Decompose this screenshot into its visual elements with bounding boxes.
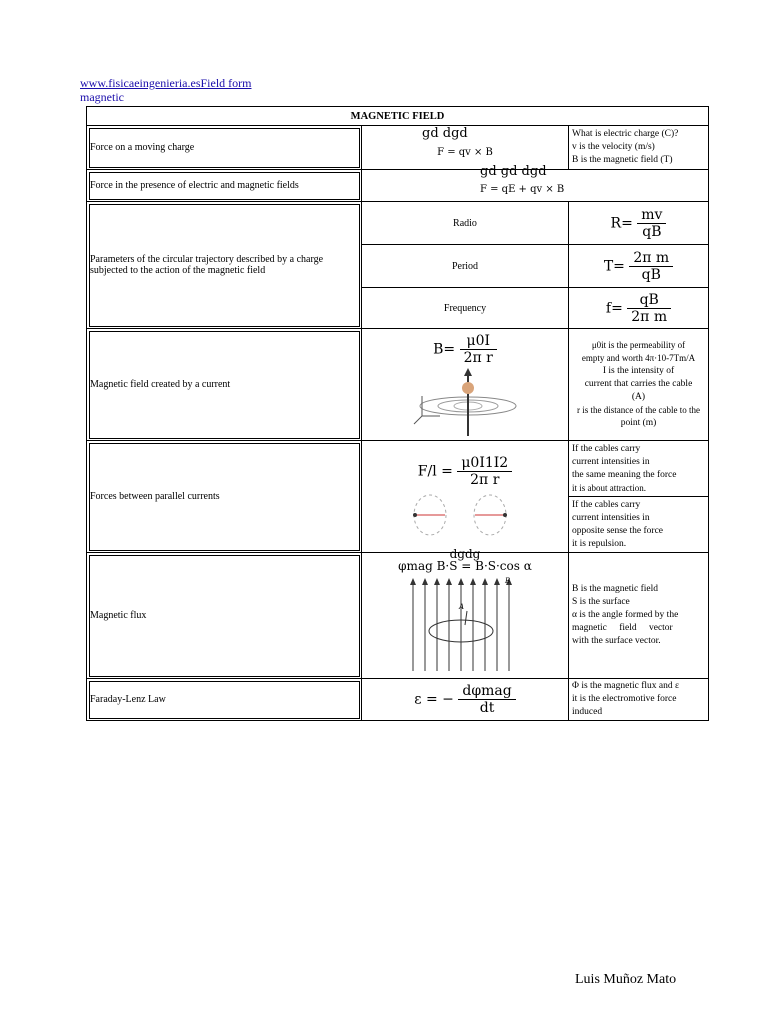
- numerator: 2π m: [629, 250, 673, 267]
- row-label-circular: Parameters of the circular trajectory described by a charge subjected to the action of the magnetic field: [87, 202, 362, 329]
- note-line: If the cables carry: [572, 443, 641, 454]
- note-line: S is the surface: [572, 597, 630, 607]
- formula-text: F = qE + qv × B: [480, 184, 565, 195]
- formula-moving-charge: [362, 126, 569, 170]
- note-line: (A): [631, 392, 646, 402]
- formula-period: [569, 245, 709, 288]
- note-line: v is the velocity (m/s): [572, 142, 655, 152]
- note-moving-charge: [569, 126, 709, 170]
- note-line: r is the distance of the cable to the: [577, 405, 700, 415]
- note-line: with the surface vector.: [572, 636, 661, 646]
- numerator: μ0I1I2: [457, 455, 512, 472]
- formula-current-field: [362, 329, 569, 441]
- note-line: magnetic field vector: [572, 623, 673, 633]
- wire-field-figure: [410, 366, 520, 436]
- formula-lhs: f=: [605, 300, 623, 316]
- note-current-field: [569, 329, 709, 441]
- note-line: it is about attraction.: [572, 482, 646, 493]
- denominator: 2π m: [631, 308, 668, 325]
- overarrow-glyphs: gd gd dgd: [480, 164, 547, 179]
- magnetic-field-table: [86, 106, 709, 721]
- note-line: it is repulsion.: [572, 538, 627, 549]
- note-line: μ0it is the permeability of: [591, 340, 686, 350]
- note-line: I is the intensity of: [602, 366, 675, 376]
- note-line: induced: [572, 707, 603, 717]
- row-label-electric-magnetic: Force in the presence of electric and magnetic fields: [87, 170, 362, 202]
- formula-text: φmag B·S = B·S·cos α: [398, 559, 532, 573]
- numerator: qB: [627, 292, 671, 309]
- param-name-frequency: Frequency: [362, 288, 569, 329]
- website-link[interactable]: www.fisicaeingenieria.esField form: [80, 76, 252, 90]
- note-line: current intensities in: [572, 456, 650, 467]
- formula-flux: [362, 547, 569, 679]
- note-line: If the cables carry: [572, 499, 641, 510]
- numerator: dφmag: [458, 683, 515, 700]
- row-label-current-field: Magnetic field created by a current: [87, 329, 362, 441]
- formula-lhs: B=: [433, 341, 456, 358]
- formula-electric-magnetic: [362, 164, 709, 202]
- formula-parallel: [362, 441, 569, 553]
- note-line: α is the angle formed by the: [572, 610, 679, 620]
- note-line: point (m): [620, 418, 657, 428]
- note-faraday: [569, 679, 709, 721]
- formula-lhs: ε = −: [414, 691, 454, 708]
- author-signature: Luis Muñoz Mato: [575, 972, 677, 987]
- figure-label-b: B: [505, 577, 511, 585]
- denominator: qB: [642, 223, 662, 240]
- note-line: empty and worth 4π·10-7Tm/A: [581, 353, 696, 363]
- formula-lhs: R=: [610, 215, 633, 231]
- note-parallel-same: [569, 441, 709, 497]
- numerator: mv: [637, 207, 666, 224]
- header-subtitle: magnetic: [80, 90, 124, 104]
- note-line: it is the electromotive force: [572, 694, 677, 704]
- note-line: the same meaning the force: [572, 469, 677, 480]
- note-line: current intensities in: [572, 512, 650, 523]
- note-line: B is the magnetic field: [572, 584, 659, 594]
- formula-lhs: T=: [603, 258, 625, 274]
- overarrow-glyphs: dgdg: [449, 547, 481, 561]
- denominator: 2π r: [470, 472, 500, 488]
- row-label-flux: Magnetic flux: [87, 553, 362, 679]
- formula-text: F = qv × B: [437, 147, 493, 158]
- param-name-period: Period: [362, 245, 569, 288]
- note-line: Φ is the magnetic flux and ε: [572, 681, 679, 691]
- row-label-moving-charge: Force on a moving charge: [87, 126, 362, 170]
- table-title: MAGNETIC FIELD: [87, 107, 709, 126]
- denominator: dt: [479, 700, 495, 716]
- note-flux: [569, 553, 709, 679]
- note-parallel-opposite: [569, 497, 709, 553]
- note-line: current that carries the cable: [584, 379, 693, 389]
- note-line: What is electric charge (C)?: [572, 129, 679, 139]
- formula-faraday: [362, 679, 569, 721]
- page-header: [80, 76, 252, 104]
- note-line: opposite sense the force: [572, 525, 664, 536]
- param-name-radio: Radio: [362, 202, 569, 245]
- row-label-faraday: Faraday-Lenz Law: [87, 679, 362, 721]
- flux-figure: [405, 575, 525, 673]
- note-line: B is the magnetic field (T): [572, 155, 673, 165]
- figure-label-a: A: [459, 603, 465, 611]
- formula-lhs: F/l =: [417, 463, 453, 480]
- formula-frequency: [569, 288, 709, 329]
- parallel-wires-figure: [405, 492, 525, 538]
- row-label-parallel: Forces between parallel currents: [87, 441, 362, 553]
- denominator: qB: [641, 266, 661, 283]
- overarrow-glyphs: gd dgd: [422, 126, 468, 141]
- formula-radio: [569, 202, 709, 245]
- denominator: 2π r: [463, 350, 493, 366]
- numerator: μ0I: [460, 333, 497, 350]
